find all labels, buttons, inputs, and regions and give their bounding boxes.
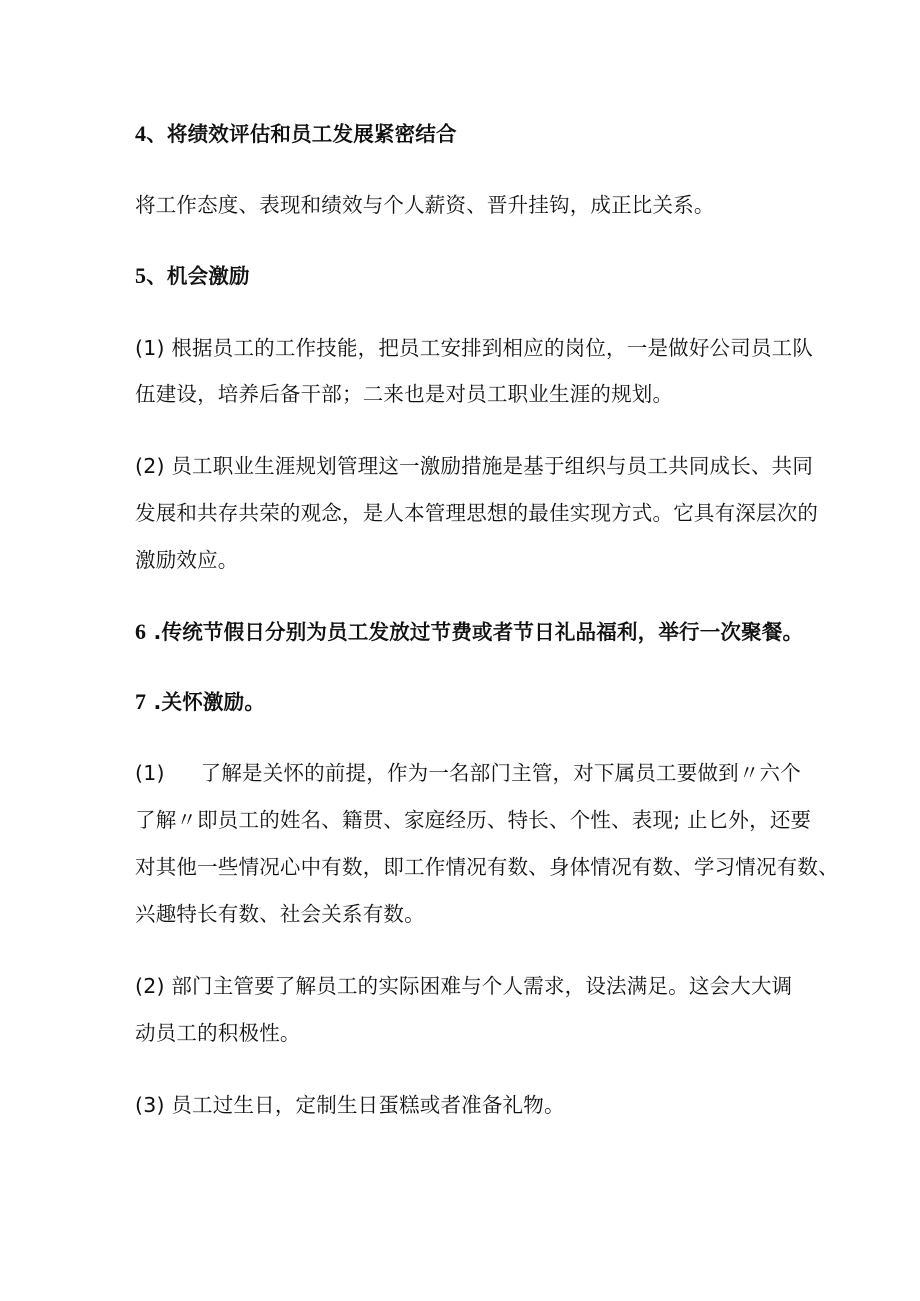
heading-7: [135, 688, 265, 716]
paragraph-4: 将工作态度、表现和绩效与个人薪资、晋升挂钩，成正比关系。: [135, 193, 715, 217]
heading-4-number: 4: [135, 121, 147, 146]
item-7-2-line-1: (2) 部门主管要了解员工的实际困难与个人需求，设法满足。这会大大调: [135, 974, 793, 998]
item-7-1-line-4: 兴趣特长有数、社会关系有数。: [135, 902, 425, 926]
item-5-2-line-1: (2) 员工职业生涯规划管理这一激励措施是基于组织与员工共同成长、共同: [135, 454, 814, 478]
item-7-1-line-3: 对其他一些情况心中有数，即工作情况有数、身体情况有数、学习情况有数、: [135, 855, 839, 879]
item-5-1-line-1: (1) 根据员工的工作技能，把员工安排到相应的岗位，一是做好公司员工队: [135, 336, 814, 360]
heading-5: [135, 262, 250, 290]
heading-6: [135, 618, 803, 646]
heading-6-text: .传统节假日分别为员工发放过节费或者节日礼品福利，举行一次聚餐。: [146, 620, 804, 644]
heading-5-text: 、机会激励: [146, 264, 250, 288]
heading-7-text: .关怀激励。: [146, 690, 266, 714]
item-7-1-line-1-text: 了解是关怀的前提，作为一名部门主管，对下属员工要做到〃六个: [200, 761, 801, 785]
item-7-1-line-2: 了解〃即员工的姓名、籍贯、家庭经历、特长、个性、表现; 止匕外，还要: [135, 808, 812, 832]
item-5-1-line-2: 伍建设，培养后备干部；二来也是对员工职业生涯的规划。: [135, 382, 674, 406]
item-5-2-line-3: 激励效应。: [135, 548, 239, 572]
item-7-1-line-1: [135, 759, 801, 787]
heading-5-number: 5: [135, 263, 147, 288]
heading-7-number: 7: [135, 689, 147, 714]
heading-6-number: 6: [135, 619, 147, 644]
heading-4: [135, 120, 457, 148]
item-7-1-marker: (1): [135, 761, 165, 785]
item-5-2-line-2: 发展和共存共荣的观念，是人本管理思想的最佳实现方式。它具有深层次的: [135, 501, 819, 525]
item-7-2-line-2: 动员工的积极性。: [135, 1021, 301, 1045]
heading-4-text: 、将绩效评估和员工发展紧密结合: [146, 122, 457, 146]
item-7-3-line-1: (3) 员工过生日，定制生日蛋糕或者准备礼物。: [135, 1093, 565, 1117]
